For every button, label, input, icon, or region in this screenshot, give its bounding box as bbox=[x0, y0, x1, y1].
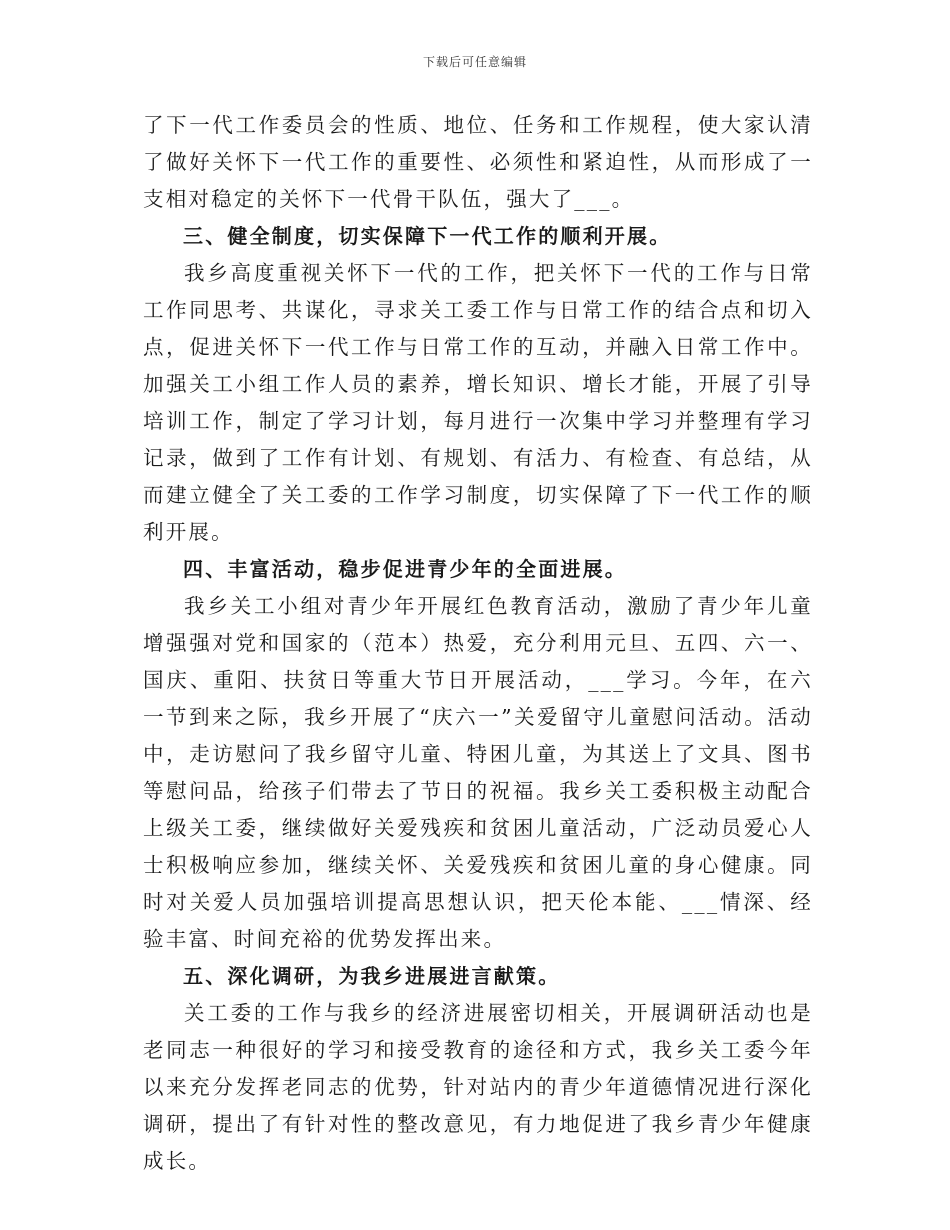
paragraph-section-4: 我乡关工小组对青少年开展红色教育活动，激励了青少年儿童增强强对党和国家的（范本）热爱，充分利用元旦、五四、六一、国庆、重阳、扶贫日等重大节日开展活动，___学习。今年，在六一节到来之际，我乡开展了“庆六一”关爱留守儿童慰问活动。活动中，走访慰问了我乡留守儿童、特困儿童，为其送上了文具、图书等慰问品，给孩子们带去了节日的祝福。我乡关工委积极主动配合上级关工委，继续做好关爱残疾和贫困儿童活动，广泛动员爱心人士积极响应参加，继续关怀、关爱残疾和贫困儿童的身心健康。同时对关爱人员加强培训提高思想认识，把天伦本能、___情深、经验丰富、时间充裕的优势发挥出来。 bbox=[143, 594, 813, 951]
document-body bbox=[143, 107, 813, 1180]
paragraph-continuation: 了下一代工作委员会的性质、地位、任务和工作规程，使大家认清了做好关怀下一代工作的重要性、必须性和紧迫性，从而形成了一支相对稳定的关怀下一代骨干队伍，强大了___。 bbox=[143, 113, 813, 211]
section-heading-4: 四、丰富活动，稳步促进青少年的全面进展。 bbox=[183, 557, 627, 581]
section-heading-3: 三、健全制度，切实保障下一代工作的顺利开展。 bbox=[183, 224, 672, 248]
section-heading-5: 五、深化调研，为我乡进展进言献策。 bbox=[183, 964, 561, 988]
paragraph-section-5: 关工委的工作与我乡的经济进展密切相关，开展调研活动也是老同志一种很好的学习和接受教育的途径和方式，我乡关工委今年以来充分发挥老同志的优势，针对站内的青少年道德情况进行深化调研，提出了有针对性的整改意见，有力地促进了我乡青少年健康成长。 bbox=[143, 1001, 813, 1173]
paragraph-section-3: 我乡高度重视关怀下一代的工作，把关怀下一代的工作与日常工作同思考、共谋化，寻求关工委工作与日常工作的结合点和切入点，促进关怀下一代工作与日常工作的互动，并融入日常工作中。加强关工小组工作人员的素养，增长知识、增长才能，开展了引导培训工作，制定了学习计划，每月进行一次集中学习并整理有学习记录，做到了工作有计划、有规划、有活力、有检查、有总结，从而建立健全了关工委的工作学习制度，切实保障了下一代工作的顺利开展。 bbox=[143, 261, 813, 544]
page-header: 下载后可任意编辑 bbox=[422, 55, 527, 69]
